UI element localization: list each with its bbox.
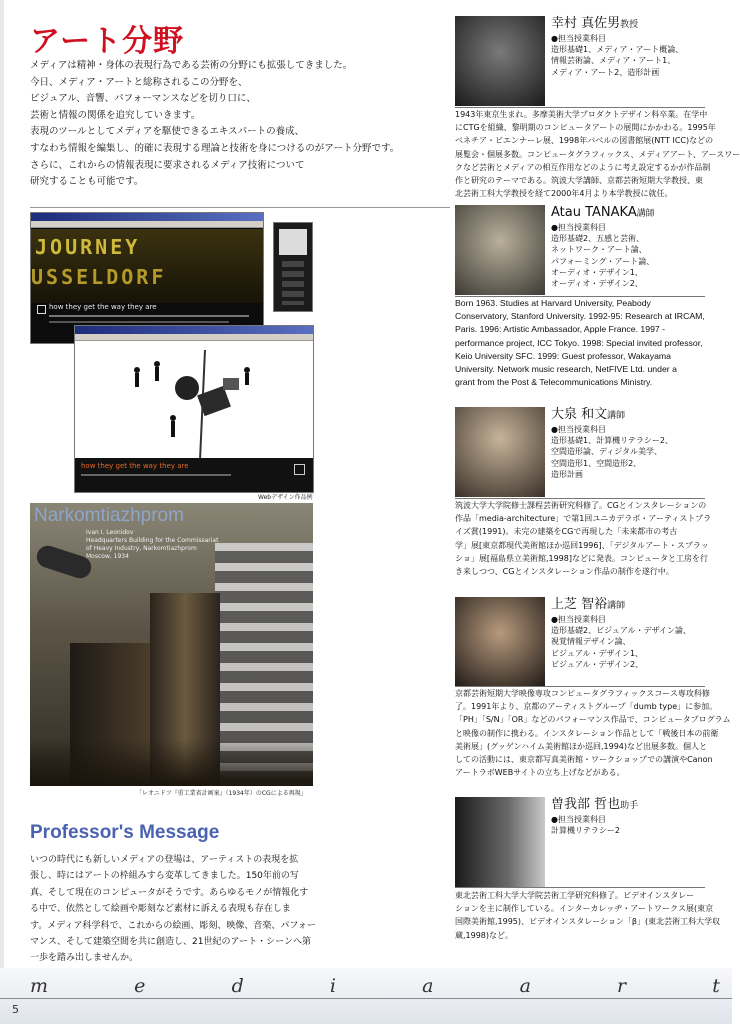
bio-line: 美術展」(グッゲンハイム美術館ほか巡回,1994)など出展多数。個人と	[455, 741, 708, 751]
course-line: 計算機リテラシー2	[551, 826, 620, 836]
footer-letter: t	[712, 975, 720, 997]
faculty-name-row	[551, 205, 711, 222]
window-titlebar	[75, 326, 313, 334]
faculty-bio	[455, 687, 731, 779]
faculty-name: 上芝 智裕	[551, 597, 608, 612]
course-line: 情報芸術論、メディア・アート1、	[551, 56, 676, 66]
page-title: アート分野	[30, 24, 185, 59]
bio-line: ベネチア・ビエンナーレ展、1998年バベルの図書館展(NTT ICC)などの	[455, 136, 714, 146]
bio-line: しての活動には、東京都写真美術館・ワークショップでの講演やCanon	[455, 755, 713, 765]
faculty-profile	[455, 597, 731, 782]
faculty-courses	[551, 814, 711, 836]
poster-subtitle-line: Moscow, 1934	[86, 553, 129, 560]
screenshot-tagline: how they get the way they are	[49, 303, 157, 311]
faculty-courses	[551, 222, 711, 289]
screenshot-caption: Webデザイン作品例	[258, 494, 313, 501]
message-line: 一歩を踏み出しませんか。	[30, 953, 139, 964]
page-edge	[0, 0, 4, 1024]
bio-line: grant from the Post & Telecommunications Ministry.	[455, 377, 653, 388]
screenshot-tagline: how they get the way they are	[81, 462, 189, 470]
intro-text	[30, 58, 440, 191]
course-line: ●担当授業科目	[551, 815, 606, 824]
faculty-info	[551, 407, 711, 480]
faculty-courses	[551, 33, 711, 78]
footer-letter: m	[30, 975, 49, 997]
bio-line: 作品「media-architecture」で第1回ユニカデラボ・アーティストプラ	[455, 514, 712, 524]
professor-message	[30, 852, 320, 967]
page-number: 5	[12, 1003, 19, 1016]
course-line: 造形基礎1、メディア・アート概論、	[551, 45, 684, 55]
faculty-bio	[455, 108, 740, 200]
bio-line: アートラボWEBサイトの立ち上げなどがある。	[455, 768, 625, 778]
course-line: ネットワーク・アート論、	[551, 245, 647, 255]
faculty-info	[551, 16, 711, 78]
poster-subtitle	[86, 529, 218, 561]
intro-line: さらに、これからの情報表現に要求されるメディア技術について	[30, 159, 305, 171]
faculty-photo	[455, 205, 545, 295]
faculty-name: 大泉 和文	[551, 407, 608, 422]
footer-letter: a	[422, 975, 434, 997]
bio-line: Paris. 1996: Artistic Ambassador, Apple France. 1997 -	[455, 324, 666, 335]
mobile-screen	[279, 229, 307, 255]
bio-line: き来しつつ、CGとインスタレーション作品の制作を遂行中。	[455, 567, 674, 577]
text-placeholder-line	[81, 474, 231, 476]
course-line: ビジュアル・デザイン2、	[551, 659, 644, 669]
course-line: メディア・アート2、造形計画	[551, 67, 660, 77]
faculty-photo	[455, 597, 545, 687]
footer-letter: r	[617, 975, 627, 997]
bio-line: 展覧会・個展多数。コンピュータグラフィックス、メディアアート、アースワー	[455, 149, 740, 159]
faculty-profile	[455, 16, 740, 199]
faculty-name-row	[551, 597, 711, 614]
course-line: ●担当授業科目	[551, 223, 606, 232]
bio-line: 北芸術工科大学教授を経て2000年4月より本学教授に就任。	[455, 189, 673, 199]
course-line: 造形基礎2、五感と芸術、	[551, 234, 645, 244]
window-titlebar	[31, 213, 263, 221]
footer-letter: i	[329, 975, 336, 997]
footer-divider	[0, 998, 732, 999]
poster-subtitle-line: Headquarters Building for the Commissariat	[86, 537, 219, 544]
faculty-name-row	[551, 16, 711, 33]
message-line: 張し、時にはアートの枠組みすら変革してきました。150年前の写	[30, 871, 299, 882]
bio-line: 作と研究のテーマである。筑波大学講師、京都芸術短期大学教授、東	[455, 176, 703, 186]
poster-subtitle-line: of Heavy Industry, Narkomtiazhprom	[86, 545, 197, 552]
footer-wordmark	[30, 975, 720, 997]
bio-line: 京都芸術短期大学映像専攻コンピュータグラフィックスコース専攻科修	[455, 689, 710, 698]
bio-line: Conservatory, Stanford University. 1992-95: Research at IRCAM,	[455, 311, 705, 322]
course-line: 空間造形論、ディジタル美学、	[551, 447, 663, 457]
footer-letter: e	[134, 975, 146, 997]
intro-line: 研究することも可能です。	[30, 176, 144, 188]
course-line: オーディオ・デザイン2、	[551, 279, 643, 289]
bio-line: 1943年東京生まれ。多摩美術大学プロダクトデザイン科卒業。在学中	[455, 110, 708, 119]
message-line: 真、そして現在のコンピュータがそうです。あらゆるモノが情報化す	[30, 887, 309, 898]
poster-caption: 「レオニドフ『重工業省計画案』（1934年）のCGによる再現」	[136, 790, 307, 797]
faculty-info	[551, 797, 711, 836]
bio-line: Born 1963. Studies at Harvard University, Peabody	[455, 298, 651, 308]
faculty-photo	[455, 16, 545, 106]
footer-letter: a	[519, 975, 531, 997]
bio-line: と映像の制作に携わる。インスタレーション作品として「戦後日本の前衛	[455, 728, 719, 738]
course-line: ビジュアル・デザイン1、	[551, 648, 644, 658]
faculty-photo	[455, 797, 545, 887]
bio-line: performance project, ICC Tokyo. 1998: Special invited professor,	[455, 337, 703, 348]
bio-line: University. Network music research, NetFIVE Ltd. under a	[455, 364, 677, 375]
course-line: 造形基礎1、計算機リテラシー2、	[551, 436, 674, 446]
faculty-info	[551, 205, 711, 289]
checkbox-icon	[37, 305, 46, 314]
bio-line: 東北芸術工科大学大学院芸術工学研究科修了。ビデオインスタレー	[455, 891, 695, 900]
intro-line: すなわち情報を編集し、的確に表現する理論と技術を身につけるのがアート分野です。	[30, 142, 400, 154]
intro-line: 芸術と情報の関係を追究していきます。	[30, 109, 201, 121]
faculty-title: 助手	[620, 801, 639, 811]
faculty-name: 幸村 真佐男	[551, 16, 621, 31]
bio-line: ションを主に制作している。インターカレッヂ・アートワークス展(東京	[455, 904, 714, 914]
faculty-name-row	[551, 407, 711, 424]
intro-line: 今日、メディア・アートと総称されるこの分野を、	[30, 76, 248, 88]
faculty-photo	[455, 407, 545, 497]
checkbox-icon	[294, 464, 305, 475]
bio-line: にCTGを組織、黎明期のコンピュータアートの展開にかかわる。1995年	[455, 123, 716, 133]
faculty-bio	[455, 499, 712, 578]
course-line: ●担当授業科目	[551, 425, 606, 434]
course-line: ●担当授業科目	[551, 34, 606, 43]
bio-line: Keio University SFC. 1999: Guest professor, Wakayama	[455, 350, 671, 361]
course-line: 視覚情報デザイン論、	[551, 637, 631, 647]
faculty-profile	[455, 407, 712, 582]
intro-line: メディアは精神・身体の表現行為である芸術の分野にも拡張してきました。	[30, 60, 353, 71]
bio-line: ショ」展[福島県立美術館,1998]などに発表。コンピュータと工房を行	[455, 553, 708, 563]
text-placeholder-line	[49, 315, 249, 317]
sculpture-illustration	[75, 340, 313, 470]
dusseldorf-text: USSELDORF	[31, 265, 167, 289]
journey-text: JOURNEY	[35, 235, 141, 259]
bio-line: クなど芸術とメディアの相互作用などのように考え設定するかが作品制	[455, 162, 711, 172]
cg-reconstruction-image	[30, 503, 313, 786]
faculty-bio	[455, 297, 705, 389]
bio-line: 国際美術館,1995)、ビデオインスタレーション「β」(東北芸術工科大学収	[455, 917, 721, 927]
journey-banner	[31, 229, 263, 303]
faculty-courses	[551, 424, 711, 480]
web-design-screenshot-2	[74, 325, 314, 493]
course-line: ●担当授業科目	[551, 615, 606, 624]
faculty-title: 講師	[607, 411, 626, 421]
message-line: いつの時代にも新しいメディアの登場は、アーティストの表現を拡	[30, 855, 299, 865]
mobile-screenshot	[273, 222, 313, 312]
message-line: す。メディア科学科で、これからの絵画、彫刻、映像、音楽、パフォー	[30, 920, 316, 931]
faculty-divider	[455, 887, 705, 888]
intro-line: ビジュアル、音響、パフォーマンスなどを切り口に、	[30, 93, 256, 105]
text-placeholder-line	[49, 321, 229, 323]
poster-subtitle-line: Ivan I. Leonidov	[86, 529, 134, 536]
bio-line: 「PH」「S/N」「OR」などのパフォーマンス作品で、コンピュータプログラム	[455, 715, 731, 725]
message-line: マンス、そして建築空間を共に創造し、21世紀のアート・シーンへ第	[30, 937, 312, 948]
poster-ground	[30, 739, 313, 786]
faculty-info	[551, 597, 711, 670]
course-line: 造形計画	[551, 469, 583, 479]
faculty-name: Atau TANAKA	[551, 205, 637, 220]
course-line: 空間造形1、空間造形2、	[551, 458, 642, 468]
bio-line: イズ賞(1991)。未完の建築をCGで再現した「未来都市の考古	[455, 527, 678, 537]
bio-line: 筑波大学大学院修士課程芸術研究科修了。CGとインスタレーションの	[455, 501, 707, 510]
intro-line: 表現のツールとしてメディアを駆使できるエキスパートの養成、	[30, 126, 305, 138]
window-menubar	[31, 221, 263, 228]
intro-divider	[30, 207, 450, 208]
course-line: パフォーミング・アート論、	[551, 256, 655, 266]
faculty-profile	[455, 205, 705, 390]
footer-letter: d	[231, 975, 244, 997]
faculty-name-row	[551, 797, 711, 814]
poster-title: Narkomtiazhprom	[34, 505, 184, 526]
faculty-courses	[551, 614, 711, 670]
bio-line: 蔵,1998)など。	[455, 930, 514, 940]
faculty-name: 曽我部 哲也	[551, 797, 621, 812]
bio-line: 了。1991年より、京都のアーティストグループ「dumb type」に参加。	[455, 702, 718, 712]
section-heading: Professor's Message	[30, 822, 220, 843]
screenshot-footer	[75, 458, 313, 492]
course-line: 造形基礎2、ビジュアル・デザイン論、	[551, 626, 692, 636]
faculty-title: 講師	[607, 601, 626, 611]
message-line: る中で、依然として絵画や彫刻など素材に訴える表現も存在しま	[30, 904, 291, 915]
faculty-title: 講師	[636, 209, 655, 219]
keypad-icon	[282, 261, 304, 305]
faculty-profile	[455, 797, 721, 957]
faculty-bio	[455, 889, 721, 942]
bio-line: 学」展[東京都現代美術館ほか巡回1996]、「デジタルアート・スプラッ	[455, 540, 709, 550]
course-line: オーディオ・デザイン1、	[551, 267, 643, 277]
faculty-title: 教授	[620, 20, 639, 30]
